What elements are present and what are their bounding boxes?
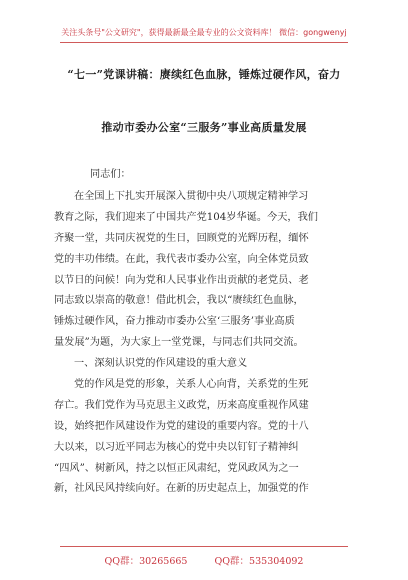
- body-line: 以节日的问候！向为党和人民事业作出贡献的老党员、老: [54, 274, 309, 286]
- section-heading: 一、深刻认识党的作风建设的重大意义: [74, 358, 248, 370]
- header-notice: 关注头条号"公文研究"，获得最新最全最专业的公文资料库！ 微信：gongwenyj: [61, 28, 347, 37]
- body-line: 同志致以崇高的敬意！借此机会，我以“赓续红色血脉，: [54, 295, 304, 307]
- footer-qq-group-2: QQ群：535304092: [214, 556, 304, 567]
- body-line: 锤炼过硬作风，奋力推动市委办公室‘三服务’事业高质: [54, 316, 295, 328]
- footer-divider: [60, 546, 348, 547]
- footer-qq-group-1: QQ群：30265665: [104, 556, 188, 567]
- body-line: 在全国上下扎实开展深入贯彻中央八项规定精神学习: [74, 191, 309, 202]
- body-line: 新，社风民风持续向好。在新的历史起点上，加强党的作: [54, 483, 309, 495]
- footer-contacts: [0, 553, 408, 567]
- body-line: 存亡。我们党作为马克思主义政党，历来高度重视作风建: [54, 399, 309, 411]
- body-line: 量发展”为题，为大家上一堂党课，与同志们共同交流。: [54, 337, 304, 349]
- page-footer: [0, 540, 408, 580]
- body-line: 齐聚一堂，共同庆祝党的生日，回顾党的光辉历程，缅怀: [54, 232, 309, 244]
- body-line: 党的丰功伟绩。在此，我代表市委办公室，向全体党员致: [54, 253, 309, 265]
- document-title-line-1: “七一”党课讲稿：赓续红色血脉，锤炼过硬作风，奋力: [67, 68, 341, 81]
- body-line: “四风”、树新风，持之以恒正风肃纪，党风政风为之一: [54, 462, 299, 474]
- document-title-line-2: 推动市委办公室“三服务”事业高质量发展: [101, 121, 307, 134]
- body-line: 党的作风是党的形象，关系人心向背，关系党的生死: [74, 379, 309, 391]
- greeting: 同志们：: [90, 169, 131, 180]
- body-line: 设，始终把作风建设作为党的建设的重要内容。党的十八: [54, 420, 309, 432]
- body-line: 大以来，以习近平同志为核心的党中央以钉钉子精神纠: [54, 441, 299, 453]
- body-line: 教育之际，我们迎来了中国共产党104岁华诞。今天，我们: [54, 211, 318, 223]
- body-text: [54, 187, 354, 500]
- page-header: [0, 0, 408, 48]
- header-divider: [60, 42, 348, 43]
